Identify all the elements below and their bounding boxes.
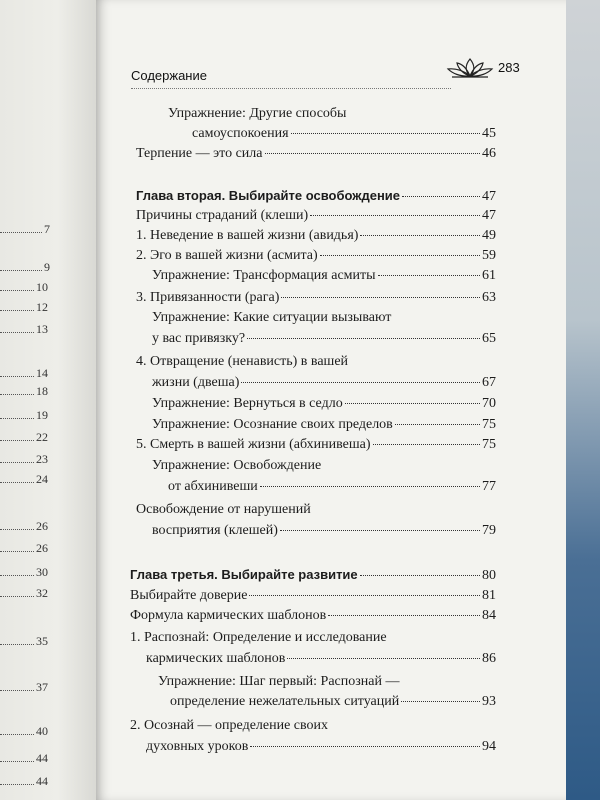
toc-entry-text: Упражнение: Какие ситуации вызывают xyxy=(152,310,392,325)
toc-page-number: 45 xyxy=(482,126,496,141)
toc-entry-text: Глава третья. Выбирайте развитие xyxy=(130,567,358,582)
toc-page-number: 84 xyxy=(482,608,496,623)
left-page-leader-dots xyxy=(0,232,42,233)
toc-leader-dots xyxy=(360,235,480,236)
toc-leader-dots xyxy=(378,275,480,276)
left-page-number: 30 xyxy=(36,565,48,579)
toc-entry xyxy=(152,375,496,391)
left-page-leader-dots xyxy=(0,784,34,785)
left-page-number: 12 xyxy=(36,300,48,314)
toc-entry xyxy=(136,228,496,244)
toc-page-number: 75 xyxy=(482,437,496,452)
toc-entry-text: Глава вторая. Выбирайте освобождение xyxy=(136,188,401,203)
left-page xyxy=(0,0,96,800)
toc-entry-text: духовных уроков xyxy=(146,739,249,754)
toc-entry xyxy=(136,248,496,264)
toc-page-number: 93 xyxy=(482,694,496,709)
toc-chapter-heading xyxy=(130,567,496,584)
left-page-leader-dots xyxy=(0,482,34,483)
toc-entry-text: 1. Неведение в вашей жизни (авидья) xyxy=(136,228,359,243)
toc-leader-dots xyxy=(260,486,480,487)
toc-leader-dots xyxy=(320,255,480,256)
toc-entry xyxy=(136,146,496,162)
toc-page-number: 59 xyxy=(482,248,496,263)
toc-entry-text: 5. Смерть в вашей жизни (абхинивеша) xyxy=(136,437,371,452)
toc-entry xyxy=(146,739,496,755)
toc-entry xyxy=(146,651,496,667)
left-page-number: 22 xyxy=(36,430,48,444)
toc-entry-text: Упражнение: Другие способы xyxy=(168,106,347,121)
left-page-number: 14 xyxy=(36,366,48,380)
toc-entry-text: Упражнение: Шаг первый: Распознай — xyxy=(158,674,400,689)
toc-entry-text: Освобождение от нарушений xyxy=(136,502,311,517)
toc-entry xyxy=(130,718,496,734)
page-header xyxy=(131,56,526,92)
toc-entry-text: Упражнение: Освобождение xyxy=(152,458,322,473)
left-page-number: 18 xyxy=(36,384,48,398)
left-page-number: 13 xyxy=(36,322,48,336)
toc-page-number: 61 xyxy=(482,268,496,283)
toc-entry xyxy=(168,479,496,495)
toc-page-number: 49 xyxy=(482,228,496,243)
left-page-leader-dots xyxy=(0,761,34,762)
toc-entry-text: Упражнение: Вернуться в седло xyxy=(152,396,343,411)
toc-entry-text: Упражнение: Трансформация асмиты xyxy=(152,268,376,283)
left-page-number: 26 xyxy=(36,519,48,533)
left-page-number: 37 xyxy=(36,680,48,694)
toc-entry xyxy=(130,608,496,624)
toc-entry-text: Причины страданий (клеши) xyxy=(136,208,309,223)
toc-entry xyxy=(152,458,496,474)
toc-entry xyxy=(136,437,496,453)
toc-leader-dots xyxy=(360,575,480,576)
toc-entry-text: 1. Распознай: Определение и исследование xyxy=(130,630,387,645)
toc-entry-text: самоуспокоения xyxy=(192,126,289,141)
left-page-number: 44 xyxy=(36,751,48,765)
toc-entry-text: 3. Привязанности (рага) xyxy=(136,290,280,305)
running-title: Содержание xyxy=(131,68,207,83)
toc-entry-text: жизни (двеша) xyxy=(152,375,240,390)
toc-leader-dots xyxy=(241,382,480,383)
left-page-leader-dots xyxy=(0,734,34,735)
left-page-leader-dots xyxy=(0,462,34,463)
toc-entry-text: 2. Эго в вашей жизни (асмита) xyxy=(136,248,318,263)
toc-entry xyxy=(152,396,496,412)
toc-entry xyxy=(130,588,496,604)
toc-page-number: 67 xyxy=(482,375,496,390)
toc-leader-dots xyxy=(249,595,480,596)
left-page-number: 23 xyxy=(36,452,48,466)
toc-page-number: 63 xyxy=(482,290,496,305)
toc-leader-dots xyxy=(291,133,480,134)
toc-entry xyxy=(158,674,496,690)
toc-leader-dots xyxy=(373,444,481,445)
toc-entry-text: 4. Отвращение (ненависть) в вашей xyxy=(136,354,349,369)
toc-page-number: 86 xyxy=(482,651,496,666)
left-page-leader-dots xyxy=(0,551,34,552)
left-page-number: 24 xyxy=(36,472,48,486)
toc-entry xyxy=(136,354,496,370)
header-rule xyxy=(131,88,451,89)
toc-page-number: 65 xyxy=(482,331,496,346)
toc-entry xyxy=(170,694,496,710)
toc-leader-dots xyxy=(310,215,480,216)
book-edge xyxy=(565,0,600,800)
toc-page-number: 70 xyxy=(482,396,496,411)
toc-entry-text: кармических шаблонов xyxy=(146,651,286,666)
toc-entry xyxy=(152,523,496,539)
toc-entry xyxy=(136,290,496,306)
left-page-leader-dots xyxy=(0,690,34,691)
left-page-number: 26 xyxy=(36,541,48,555)
left-page-number: 10 xyxy=(36,280,48,294)
book-page xyxy=(96,0,566,800)
left-page-number: 32 xyxy=(36,586,48,600)
left-page-leader-dots xyxy=(0,575,34,576)
toc-entry-text: восприятия (клешей) xyxy=(152,523,278,538)
toc-entry-text: 2. Осознай — определение своих xyxy=(130,718,329,733)
toc-entry-text: у вас привязку? xyxy=(152,331,246,346)
toc-entry xyxy=(168,106,496,122)
toc-entry-text: Выбирайте доверие xyxy=(130,588,248,603)
toc-leader-dots xyxy=(402,196,480,197)
toc-entry-text: Терпение — это сила xyxy=(136,146,263,161)
toc-entry xyxy=(152,310,496,326)
toc-leader-dots xyxy=(247,338,480,339)
toc-page-number: 81 xyxy=(482,588,496,603)
lotus-icon xyxy=(446,56,494,80)
left-page-number: 7 xyxy=(44,222,50,236)
toc-entry xyxy=(152,417,496,433)
toc-chapter-heading xyxy=(136,188,496,205)
toc-page-number: 46 xyxy=(482,146,496,161)
left-page-number: 40 xyxy=(36,724,48,738)
toc-entry-text: Упражнение: Осознание своих пределов xyxy=(152,417,393,432)
toc-page-number: 80 xyxy=(482,568,496,583)
page-number: 283 xyxy=(498,60,520,75)
toc-leader-dots xyxy=(280,530,480,531)
toc-leader-dots xyxy=(401,701,480,702)
toc-leader-dots xyxy=(395,424,480,425)
left-page-leader-dots xyxy=(0,596,34,597)
left-page-leader-dots xyxy=(0,332,34,333)
toc-leader-dots xyxy=(328,615,480,616)
left-page-number: 9 xyxy=(44,260,50,274)
left-page-leader-dots xyxy=(0,644,34,645)
left-page-leader-dots xyxy=(0,290,34,291)
left-page-leader-dots xyxy=(0,394,34,395)
toc-entry xyxy=(152,268,496,284)
toc-entry-text: Формула кармических шаблонов xyxy=(130,608,327,623)
left-page-leader-dots xyxy=(0,310,34,311)
toc-leader-dots xyxy=(265,153,481,154)
toc-entry xyxy=(152,331,496,347)
toc-entry xyxy=(192,126,496,142)
toc-leader-dots xyxy=(287,658,480,659)
toc-entry xyxy=(136,502,496,518)
left-page-leader-dots xyxy=(0,418,34,419)
toc-page-number: 79 xyxy=(482,523,496,538)
toc-entry-text: от абхинивеши xyxy=(168,479,258,494)
left-page-leader-dots xyxy=(0,270,42,271)
toc-page-number: 47 xyxy=(482,189,496,204)
toc-entry-text: определение нежелательных ситуаций xyxy=(170,694,400,709)
left-page-number: 44 xyxy=(36,774,48,788)
toc-leader-dots xyxy=(250,746,480,747)
left-page-leader-dots xyxy=(0,440,34,441)
left-page-number: 35 xyxy=(36,634,48,648)
toc-page-number: 94 xyxy=(482,739,496,754)
toc-page-number: 47 xyxy=(482,208,496,223)
toc-leader-dots xyxy=(345,403,480,404)
left-page-leader-dots xyxy=(0,529,34,530)
toc-page-number: 77 xyxy=(482,479,496,494)
toc-page-number: 75 xyxy=(482,417,496,432)
left-page-leader-dots xyxy=(0,376,34,377)
toc-leader-dots xyxy=(281,297,480,298)
toc-entry xyxy=(130,630,496,646)
left-page-number: 19 xyxy=(36,408,48,422)
toc-entry xyxy=(136,208,496,224)
